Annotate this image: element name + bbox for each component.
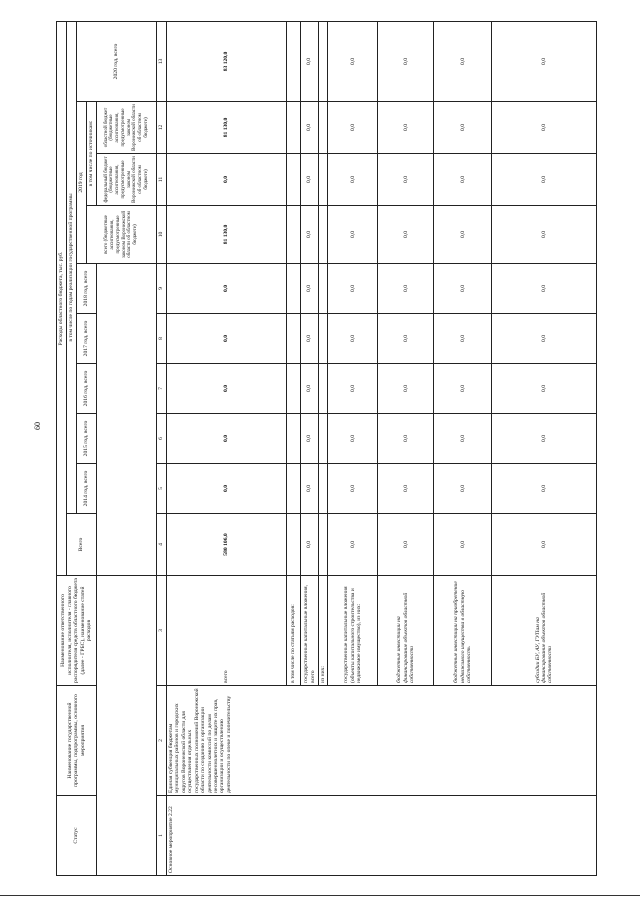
cell-2019-federal — [319, 154, 328, 206]
bottom-rule — [0, 895, 640, 896]
row-label: субсидии БУ, АУ, ГУПам на финансирование объектов областной собственности — [492, 576, 597, 686]
col-number: 6 — [157, 414, 167, 464]
header-total: Всего — [67, 514, 97, 576]
header-2019-including: в том числе по источникам: — [87, 102, 97, 206]
cell-2017: 0,0 — [434, 314, 492, 364]
header-executor: Наименование ответственного исполнителя, исполнителя - главного распорядителя средств областного бюджета (далее - ГРБС), наименование статей расходов — [57, 576, 97, 686]
cell-2019-total: 0,0 — [434, 206, 492, 264]
cell-2019-regional: 0,0 — [378, 102, 434, 154]
cell-2017: 0,0 — [167, 314, 287, 364]
header-2019-federal: федеральный бюджет (бюджетные ассигнования, предусмотренные законом Воронежской области об областном бюджете) — [97, 154, 157, 206]
col-number: 4 — [157, 514, 167, 576]
cell-2014 — [287, 464, 301, 514]
cell-2018: 0,0 — [378, 264, 434, 314]
cell-2020 — [287, 22, 301, 102]
cell-2020: 0,0 — [378, 22, 434, 102]
col-number: 7 — [157, 364, 167, 414]
row-label: бюджетные инвестиции на приобретение недвижимого имущества в областную собственность — [434, 576, 492, 686]
cell-2019-total — [319, 206, 328, 264]
cell-2019-regional: 0,0 — [328, 102, 378, 154]
cell-2017: 0,0 — [378, 314, 434, 364]
cell-2016: 0,0 — [492, 364, 597, 414]
cell-2019-federal: 0,0 — [167, 154, 287, 206]
cell-2014: 0,0 — [378, 464, 434, 514]
cell-2019-regional — [319, 102, 328, 154]
cell-2019-regional: 0,0 — [492, 102, 597, 154]
col-number: 2 — [157, 686, 167, 796]
cell-2015: 0,0 — [378, 414, 434, 464]
cell-total: 0,0 — [434, 514, 492, 576]
cell-2015 — [287, 414, 301, 464]
budget-table — [56, 21, 597, 876]
col-number: 8 — [157, 314, 167, 364]
cell-2016: 0,0 — [434, 364, 492, 414]
cell-total: 0,0 — [301, 514, 319, 576]
cell-2015: 0,0 — [167, 414, 287, 464]
header-status: Статус — [57, 796, 97, 876]
cell-total: 0,0 — [328, 514, 378, 576]
cell-2019-federal: 0,0 — [434, 154, 492, 206]
row-label: бюджетные инвестиции на финансирование объектов областной собственности — [378, 576, 434, 686]
cell-2020: 0,0 — [301, 22, 319, 102]
cell-2019-regional: 0,0 — [434, 102, 492, 154]
col-number: 3 — [157, 576, 167, 686]
col-number: 12 — [157, 102, 167, 154]
header-program-name: Наименование государственной программы, подпрограммы, основного мероприятия — [57, 686, 97, 796]
header-2015: 2015 год, всего — [77, 414, 97, 464]
cell-2015 — [319, 414, 328, 464]
cell-2019-federal: 0,0 — [492, 154, 597, 206]
cell-total: 0,0 — [378, 514, 434, 576]
cell-2015: 0,0 — [434, 414, 492, 464]
cell-2019-total: 0,0 — [328, 206, 378, 264]
cell-2015: 0,0 — [328, 414, 378, 464]
cell-2020: 0,0 — [328, 22, 378, 102]
cell-2014: 0,0 — [301, 464, 319, 514]
cell-2020: 0,0 — [492, 22, 597, 102]
cell-2019-total: 0,0 — [378, 206, 434, 264]
cell-2014: 0,0 — [167, 464, 287, 514]
header-spacer-years — [97, 264, 157, 576]
header-2019: 2019 год — [77, 102, 87, 264]
cell-2014 — [319, 464, 328, 514]
col-number: 1 — [157, 796, 167, 876]
event-status: Основное мероприятие 2.22 — [167, 796, 597, 876]
cell-2018: 0,0 — [492, 264, 597, 314]
header-2018: 2018 год, всего — [77, 264, 97, 314]
cell-total — [287, 514, 301, 576]
cell-2019-federal: 0,0 — [378, 154, 434, 206]
cell-2014: 0,0 — [492, 464, 597, 514]
row-label: государственные капитальные вложения, всего — [301, 576, 319, 686]
cell-2020 — [319, 22, 328, 102]
header-2020: 2020 год, всего — [77, 22, 157, 102]
header-2019-regional: областной бюджет (бюджетные ассигнования, предусмотренные законом Воронежской области об областном бюджете) — [97, 102, 157, 154]
event-name: Единая субвенция бюджетам муниципальных районов и городских округов Воронежской области для осуществления отдельных государственных полномочий Воронежской области по созданию и организации деятельности комиссий по делам несовершеннолетних и защите их прав, организации и осуществлению деятельности по опеке и попечительству — [167, 686, 597, 796]
page-number: 60 — [33, 422, 42, 430]
cell-2016 — [319, 364, 328, 414]
cell-2018: 0,0 — [301, 264, 319, 314]
cell-2017: 0,0 — [301, 314, 319, 364]
cell-2018 — [319, 264, 328, 314]
cell-2017 — [319, 314, 328, 364]
header-2017: 2017 год, всего — [77, 314, 97, 364]
cell-2016: 0,0 — [328, 364, 378, 414]
cell-2014: 0,0 — [328, 464, 378, 514]
cell-2017 — [287, 314, 301, 364]
col-number: 13 — [157, 22, 167, 102]
row-label: государственные капитальные вложения (объекты капитального строительства и недвижимое имущество), из них: — [328, 576, 378, 686]
cell-2019-federal — [287, 154, 301, 206]
header-spacer-left — [97, 576, 157, 876]
cell-2018: 0,0 — [434, 264, 492, 314]
cell-2014: 0,0 — [434, 464, 492, 514]
cell-2018 — [287, 264, 301, 314]
cell-2019-regional: 81 130,0 — [167, 102, 287, 154]
row-label: из них: — [319, 576, 328, 686]
col-number: 11 — [157, 154, 167, 206]
header-2014: 2014 год, всего — [77, 464, 97, 514]
cell-2019-total: 0,0 — [492, 206, 597, 264]
cell-2019-total — [287, 206, 301, 264]
cell-2017: 0,0 — [328, 314, 378, 364]
cell-total — [319, 514, 328, 576]
cell-2018: 0,0 — [167, 264, 287, 314]
header-2016: 2016 год, всего — [77, 364, 97, 414]
cell-2016: 0,0 — [167, 364, 287, 414]
header-2019-total: всего (бюджетные ассигнования, предусмотренные законом Воронежской области об областном бюджете) — [87, 206, 157, 264]
cell-2018: 0,0 — [328, 264, 378, 314]
col-number: 5 — [157, 464, 167, 514]
cell-2019-total: 0,0 — [301, 206, 319, 264]
cell-2019-federal: 0,0 — [301, 154, 319, 206]
cell-2019-regional: 0,0 — [301, 102, 319, 154]
col-number: 10 — [157, 206, 167, 264]
header-budget-expenses: Расходы областного бюджета, тыс. руб. — [57, 22, 67, 576]
cell-2015: 0,0 — [492, 414, 597, 464]
cell-2017: 0,0 — [492, 314, 597, 364]
cell-total: 0,0 — [492, 514, 597, 576]
row-label: в том числе по статьям расходов: — [287, 576, 301, 686]
cell-2015: 0,0 — [301, 414, 319, 464]
cell-2016: 0,0 — [301, 364, 319, 414]
cell-2019-regional — [287, 102, 301, 154]
cell-2016 — [287, 364, 301, 414]
header-by-year: в том числе по годам реализации государственной программы — [67, 22, 77, 514]
cell-2019-total: 81 130,0 — [167, 206, 287, 264]
cell-total: 580 106,0 — [167, 514, 287, 576]
col-number: 9 — [157, 264, 167, 314]
row-label: всего — [167, 576, 287, 686]
cell-2020: 83 120,0 — [167, 22, 287, 102]
rotated-table-wrapper — [56, 22, 597, 876]
cell-2019-federal: 0,0 — [328, 154, 378, 206]
cell-2016: 0,0 — [378, 364, 434, 414]
cell-2020: 0,0 — [434, 22, 492, 102]
